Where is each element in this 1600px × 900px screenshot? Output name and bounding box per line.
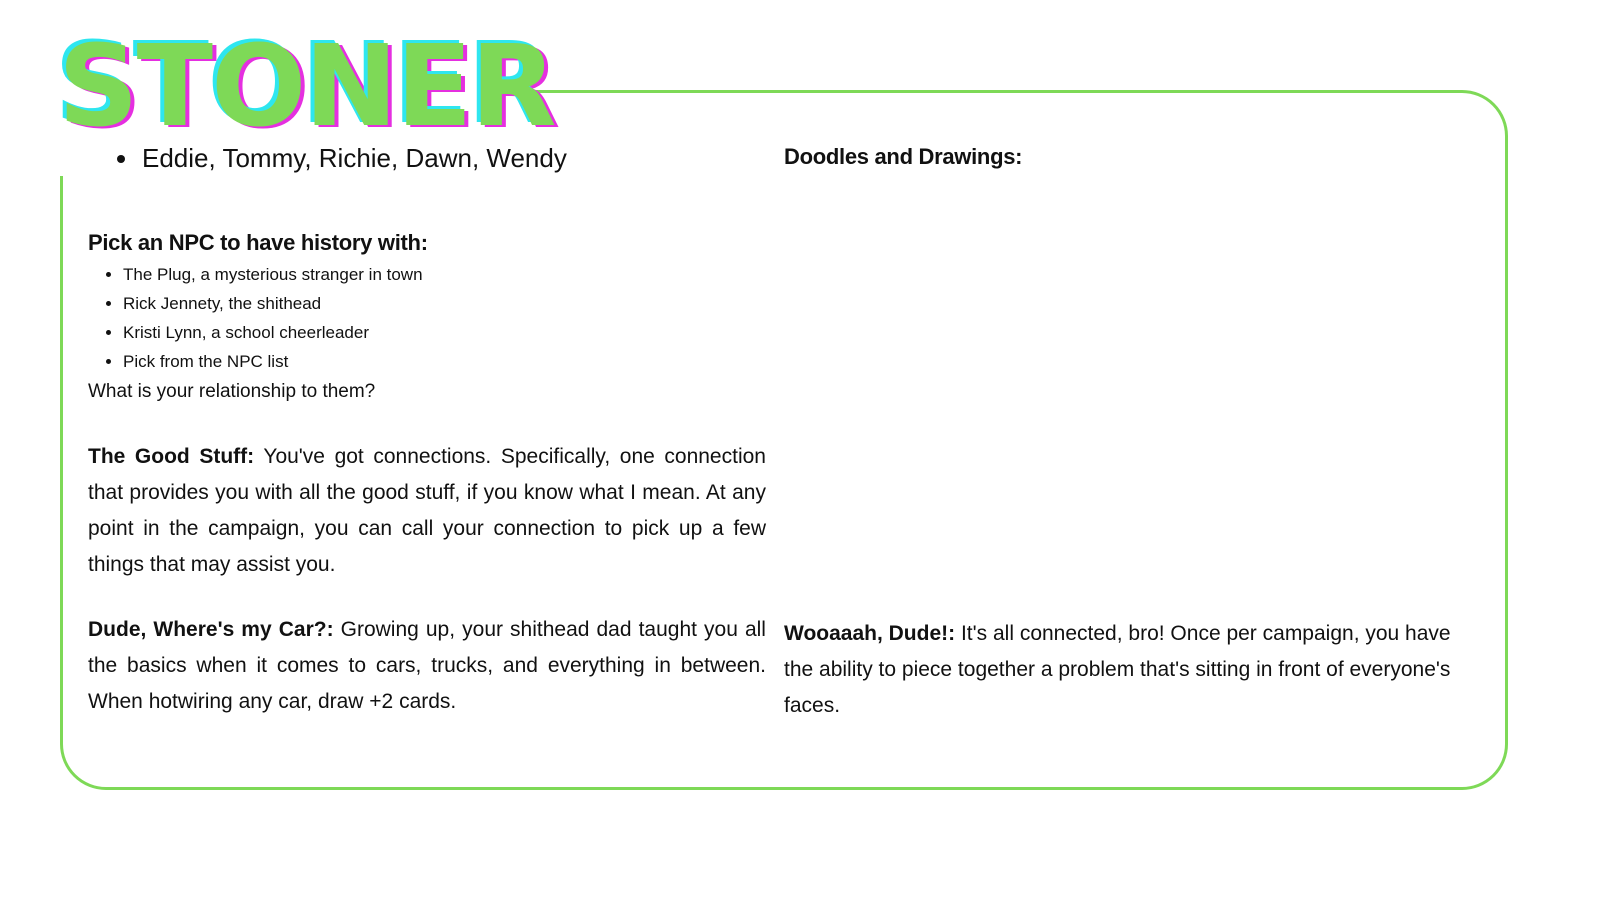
page-title: STONER [58, 22, 555, 152]
ability-name: Dude, Where's my Car?: [88, 618, 334, 641]
ability-dude-car [88, 612, 766, 720]
npc-option: • Kristi Lynn, a school cheerleader [123, 318, 766, 347]
npc-option: • Pick from the NPC list [123, 347, 766, 376]
npc-option: • Rick Jennety, the shithead [123, 289, 766, 318]
npc-list [88, 260, 766, 376]
ability-name: The Good Stuff: [88, 445, 255, 468]
ability-good-stuff [88, 439, 766, 583]
names-list-item: • Eddie, Tommy, Richie, Dawn, Wendy [140, 138, 766, 178]
ability-text: It's all connected, bro! Once per campaign, you have the ability to piece together a problem that's sitting in front of everyone's faces. [784, 622, 1451, 717]
ability-name: Wooaaah, Dude!: [784, 622, 956, 645]
npc-question: What is your relationship to them? [88, 381, 376, 402]
npc-heading: Pick an NPC to have history with: [88, 230, 428, 255]
npc-option: • The Plug, a mysterious stranger in town [123, 260, 766, 289]
doodles-heading: Doodles and Drawings: [784, 144, 1023, 169]
names-list [88, 138, 766, 178]
ability-wooaaah [784, 616, 1482, 724]
left-column [88, 138, 766, 720]
ability-text: You've got connections. Specifically, one connection that provides you with all the good stuff, if you know what I mean. At any point in the campaign, you can call your connection to pick up a few things that may assist you. [88, 445, 766, 576]
ability-text: Growing up, your shithead dad taught you all the basics when it comes to cars, trucks, and everything in between. When hotwiring any car, draw +2 cards. [88, 618, 766, 713]
